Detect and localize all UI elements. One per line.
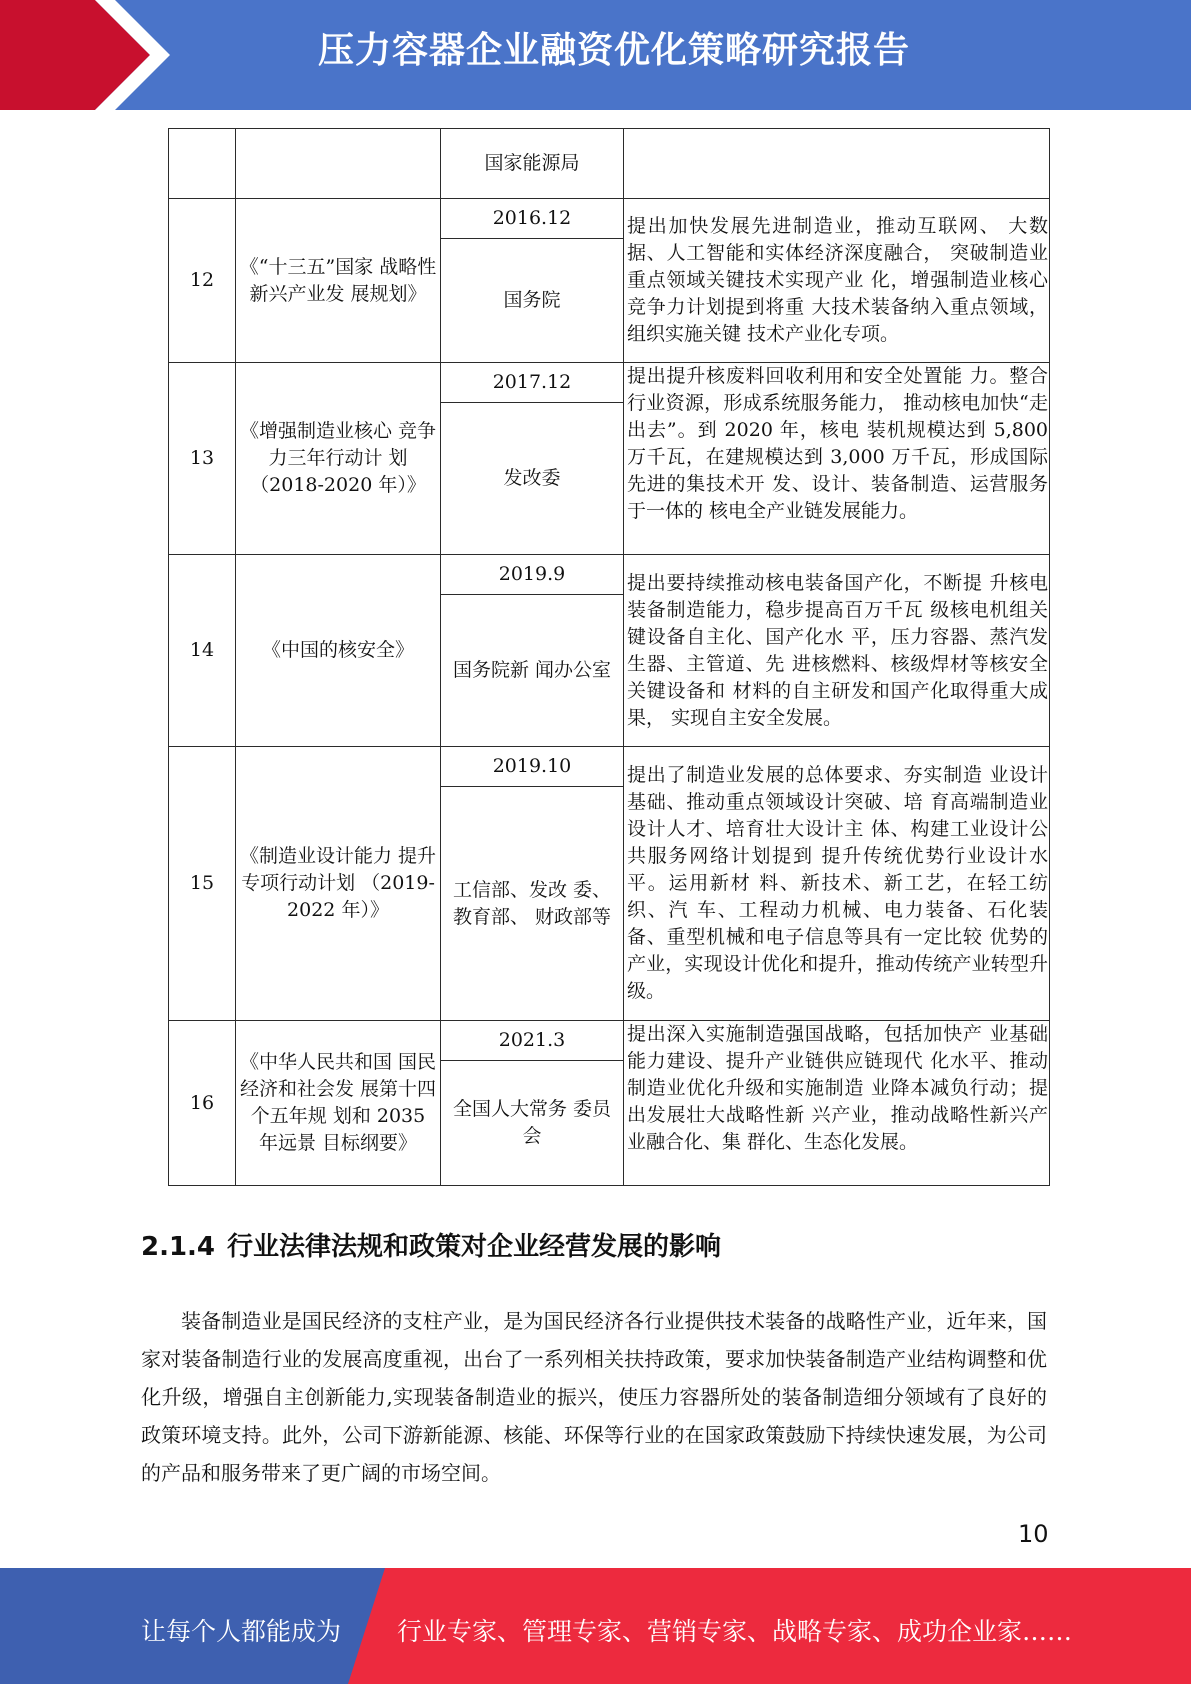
cell-desc: 提出要持续推动核电装备国产化，不断提 升核电装备制造能力，稳步提高百万千瓦 级核电机组关键设备自主化、国产化水 平，压力容器、蒸汽发生器、主管道、先 进核燃料、核级焊材等核安全关键设备和 材料的自主研发和国产化取得重大成果， 实现自主安全发展。 [624,555,1050,747]
cell-desc: 提出了制造业发展的总体要求、夯实制造 业设计基础、推动重点领域设计突破、培 育高端制造业设计人才、培育壮大设计主 体、构建工业设计公共服务网络计划提到 提升传统优势行业设计水平。运用新材 料、新技术、新工艺，在轻工纺织、汽 车、工程动力机械、电力装备、石化装 备、重型机械和电子信息等具有一定比较 优势的产业，实现设计优化和提升，推动传统产业转型升级。 [624,747,1050,1021]
cell-dept: 工信部、发改 委、教育部、 财政部等 [441,787,624,1021]
cell-num: 16 [169,1021,236,1186]
cell-dept: 全国人大常务 委员会 [441,1061,624,1186]
table-row [169,1021,1050,1061]
footer-slogan-right: 行业专家、管理专家、营销专家、战略专家、成功企业家…… [397,1617,1073,1646]
cell-date: 2021.3 [441,1021,624,1061]
cell-name: 《中华人民共和国 国民经济和社会发 展第十四个五年规 划和 2035 年远景 目标纲要》 [236,1021,441,1186]
cell-name [236,129,441,199]
cell-dept: 国务院新 闻办公室 [441,595,624,747]
report-title: 压力容器企业融资优化策略研究报告 [318,30,911,71]
table-row [169,555,1050,595]
cell-date: 2019.10 [441,747,624,787]
header-banner [0,0,1191,110]
cell-dept: 国家能源局 [441,129,624,199]
cell-name: 《制造业设计能力 提升专项行动计划 （2019-2022 年）》 [236,747,441,1021]
cell-num: 14 [169,555,236,747]
cell-name: 《中国的核安全》 [236,555,441,747]
cell-num: 13 [169,363,236,555]
footer-banner [0,1568,1191,1684]
cell-name: 《增强制造业核心 竞争力三年行动计 划（2018-2020 年）》 [236,363,441,555]
table-row [169,747,1050,787]
page-number: 10 [1018,1520,1049,1548]
footer-slogan-left: 让每个人都能成为 [141,1617,342,1646]
cell-desc: 提出深入实施制造强国战略，包括加快产 业基础能力建设、提升产业链供应链现代 化水平、推动制造业优化升级和实施制造 业降本减负行动；提出发展壮大战略性新 兴产业，推动战略性新兴产业融合化、集 群化、生态化发展。 [624,1021,1050,1186]
cell-date: 2019.9 [441,555,624,595]
table-row [169,363,1050,403]
table-row [169,129,1050,199]
cell-dept: 发改委 [441,403,624,555]
cell-date: 2017.12 [441,363,624,403]
cell-desc: 提出提升核废料回收利用和安全处置能 力。整合行业资源，形成系统服务能力， 推动核电加快“走出去”。到 2020 年，核电 装机规模达到 5,800 万千瓦，在建规模达到 3,000 万千瓦，形成国际先进的集技术开 发、设计、装备制造、运营服务于一体的 核电全产业链发展能力。 [624,363,1050,555]
cell-desc [624,129,1050,199]
cell-desc: 提出加快发展先进制造业，推动互联网、 大数据、人工智能和实体经济深度融合， 突破制造业重点领域关键技术实现产业 化，增强制造业核心竞争力计划提到将重 大技术装备纳入重点领域，组织实施关键 技术产业化专项。 [624,199,1050,363]
cell-num: 12 [169,199,236,363]
cell-num [169,129,236,199]
cell-num: 15 [169,747,236,1021]
cell-name: 《“十三五”国家 战略性新兴产业发 展规划》 [236,199,441,363]
policy-table [168,128,1050,1186]
section-number: 2.1.4 [141,1232,216,1262]
cell-dept: 国务院 [441,239,624,363]
body-paragraph: 装备制造业是国民经济的支柱产业，是为国民经济各行业提供技术装备的战略性产业，近年来，国家对装备制造行业的发展高度重视，出台了一系列相关扶持政策，要求加快装备制造产业结构调整和优化升级，增强自主创新能力,实现装备制造业的振兴，使压力容器所处的装备制造细分领域有了良好的政策环境支持。此外，公司下游新能源、核能、环保等行业的在国家政策鼓励下持续快速发展，为公司的产品和服务带来了更广阔的市场空间。 [141,1309,1047,1485]
table-row [169,199,1050,239]
cell-date: 2016.12 [441,199,624,239]
section-heading [141,1226,721,1263]
section-title: 行业法律法规和政策对企业经营发展的影响 [227,1232,722,1262]
